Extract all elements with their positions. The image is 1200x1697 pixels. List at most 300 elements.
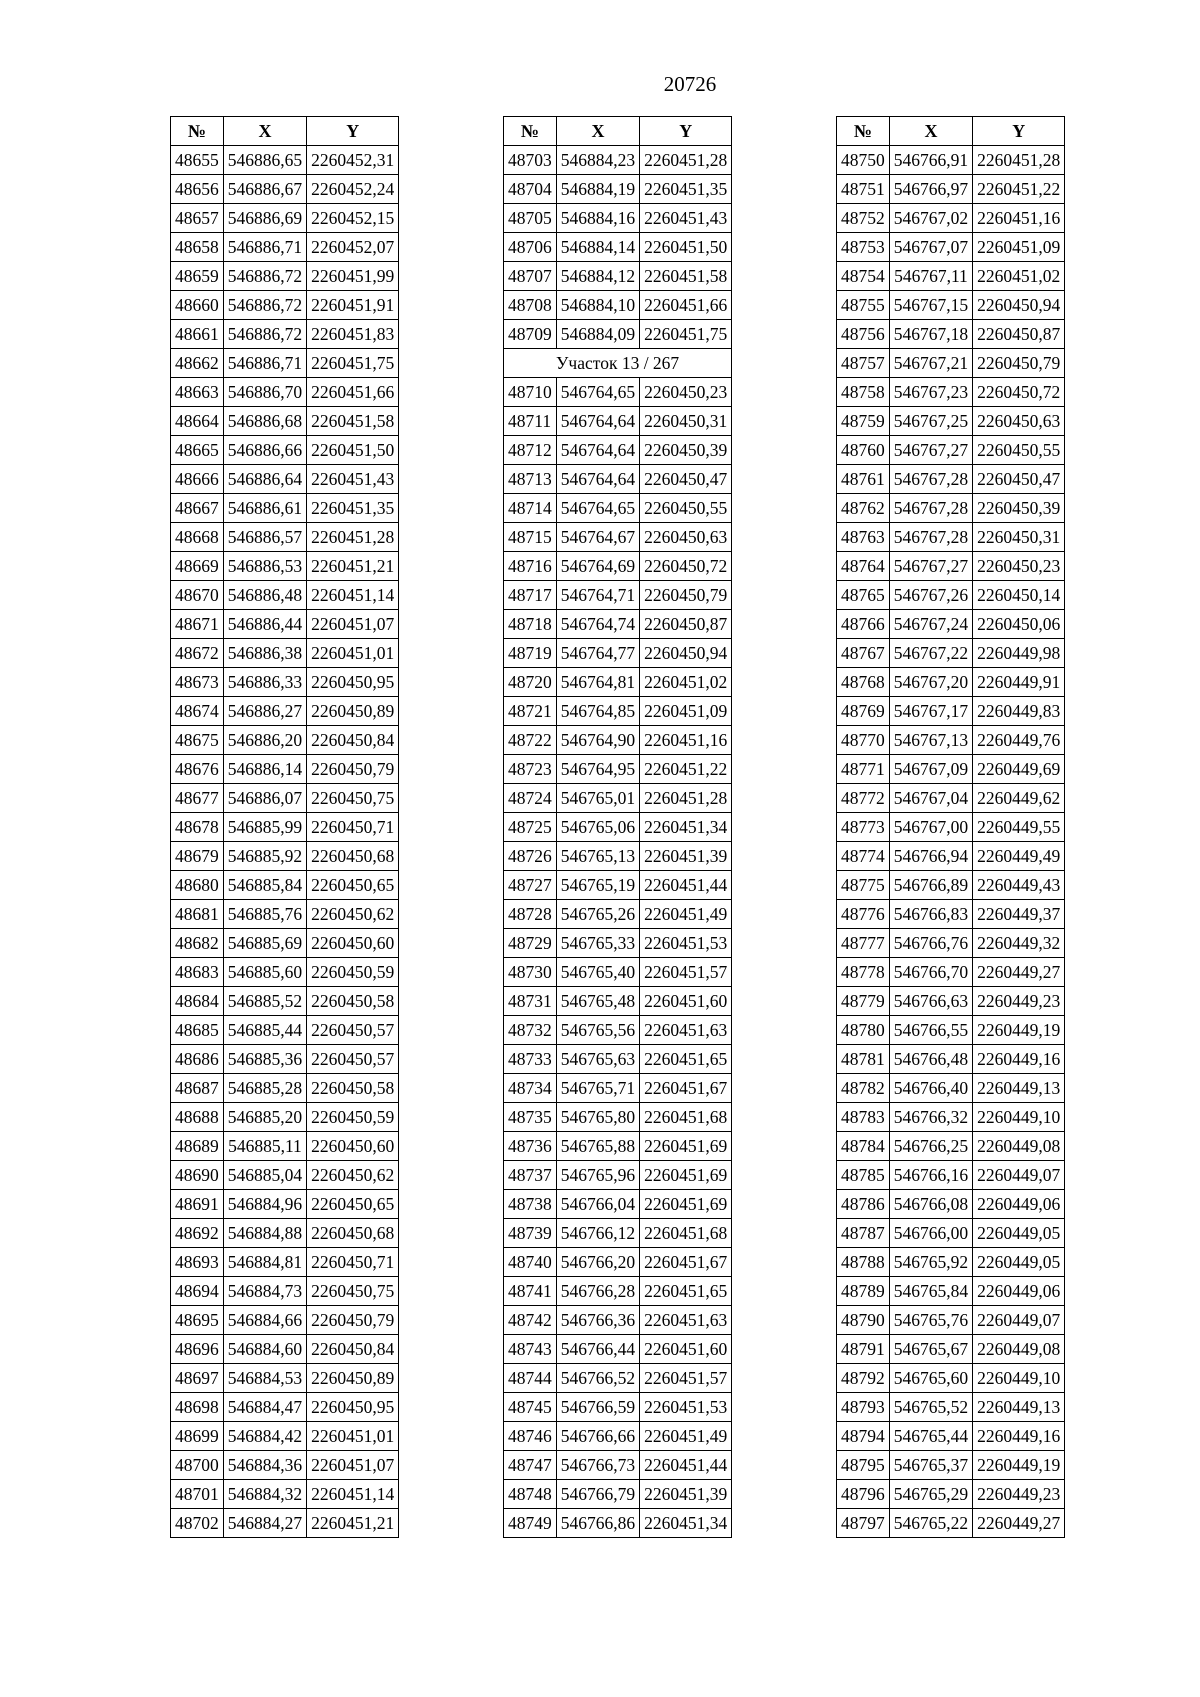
y-coordinate-cell: 2260451,02 — [973, 262, 1065, 291]
y-coordinate-cell: 2260450,39 — [973, 494, 1065, 523]
y-coordinate-cell: 2260449,08 — [973, 1335, 1065, 1364]
y-coordinate-cell: 2260451,63 — [640, 1306, 732, 1335]
point-number-cell: 48714 — [504, 494, 557, 523]
y-coordinate-cell: 2260450,95 — [307, 668, 399, 697]
table-row — [171, 465, 399, 494]
x-coordinate-cell: 546764,64 — [556, 465, 639, 494]
x-coordinate-cell: 546886,14 — [223, 755, 306, 784]
table-row — [837, 842, 1065, 871]
header-number: № — [837, 117, 890, 146]
x-coordinate-cell: 546765,67 — [889, 1335, 972, 1364]
y-coordinate-cell: 2260451,01 — [307, 639, 399, 668]
y-coordinate-cell: 2260450,55 — [640, 494, 732, 523]
table-row — [837, 465, 1065, 494]
point-number-cell: 48771 — [837, 755, 890, 784]
point-number-cell: 48665 — [171, 436, 224, 465]
point-number-cell: 48675 — [171, 726, 224, 755]
x-coordinate-cell: 546886,72 — [223, 291, 306, 320]
table-header-row — [171, 117, 399, 146]
table-row — [504, 175, 732, 204]
y-coordinate-cell: 2260450,14 — [973, 581, 1065, 610]
point-number-cell: 48783 — [837, 1103, 890, 1132]
table-row — [171, 842, 399, 871]
header-x: X — [556, 117, 639, 146]
point-number-cell: 48724 — [504, 784, 557, 813]
point-number-cell: 48756 — [837, 320, 890, 349]
x-coordinate-cell: 546765,01 — [556, 784, 639, 813]
point-number-cell: 48720 — [504, 668, 557, 697]
x-coordinate-cell: 546885,69 — [223, 929, 306, 958]
point-number-cell: 48788 — [837, 1248, 890, 1277]
point-number-cell: 48785 — [837, 1161, 890, 1190]
x-coordinate-cell: 546765,40 — [556, 958, 639, 987]
x-coordinate-cell: 546765,29 — [889, 1480, 972, 1509]
y-coordinate-cell: 2260451,58 — [640, 262, 732, 291]
y-coordinate-cell: 2260449,55 — [973, 813, 1065, 842]
x-coordinate-cell: 546764,64 — [556, 407, 639, 436]
point-number-cell: 48781 — [837, 1045, 890, 1074]
table-row — [504, 784, 732, 813]
point-number-cell: 48696 — [171, 1335, 224, 1364]
table-row — [837, 204, 1065, 233]
table-row — [504, 871, 732, 900]
x-coordinate-cell: 546885,84 — [223, 871, 306, 900]
point-number-cell: 48713 — [504, 465, 557, 494]
y-coordinate-cell: 2260451,14 — [307, 1480, 399, 1509]
y-coordinate-cell: 2260451,65 — [640, 1277, 732, 1306]
point-number-cell: 48770 — [837, 726, 890, 755]
point-number-cell: 48678 — [171, 813, 224, 842]
y-coordinate-cell: 2260449,62 — [973, 784, 1065, 813]
table-row — [504, 726, 732, 755]
y-coordinate-cell: 2260450,60 — [307, 1132, 399, 1161]
x-coordinate-cell: 546884,12 — [556, 262, 639, 291]
table-row — [171, 697, 399, 726]
y-coordinate-cell: 2260451,67 — [640, 1248, 732, 1277]
table-row — [837, 320, 1065, 349]
table-row — [504, 552, 732, 581]
point-number-cell: 48708 — [504, 291, 557, 320]
table-row — [171, 204, 399, 233]
point-number-cell: 48745 — [504, 1393, 557, 1422]
point-number-cell: 48792 — [837, 1364, 890, 1393]
y-coordinate-cell: 2260451,43 — [640, 204, 732, 233]
point-number-cell: 48667 — [171, 494, 224, 523]
x-coordinate-cell: 546886,27 — [223, 697, 306, 726]
y-coordinate-cell: 2260451,22 — [640, 755, 732, 784]
point-number-cell: 48704 — [504, 175, 557, 204]
point-number-cell: 48664 — [171, 407, 224, 436]
y-coordinate-cell: 2260451,16 — [973, 204, 1065, 233]
point-number-cell: 48737 — [504, 1161, 557, 1190]
y-coordinate-cell: 2260449,43 — [973, 871, 1065, 900]
table-row — [504, 668, 732, 697]
table-row — [171, 900, 399, 929]
table-row — [171, 639, 399, 668]
y-coordinate-cell: 2260450,57 — [307, 1016, 399, 1045]
y-coordinate-cell: 2260450,59 — [307, 958, 399, 987]
point-number-cell: 48733 — [504, 1045, 557, 1074]
table-row — [171, 813, 399, 842]
table-row — [171, 349, 399, 378]
point-number-cell: 48769 — [837, 697, 890, 726]
point-number-cell: 48776 — [837, 900, 890, 929]
x-coordinate-cell: 546886,71 — [223, 233, 306, 262]
y-coordinate-cell: 2260449,27 — [973, 1509, 1065, 1538]
x-coordinate-cell: 546884,47 — [223, 1393, 306, 1422]
table-row — [504, 1190, 732, 1219]
y-coordinate-cell: 2260449,98 — [973, 639, 1065, 668]
y-coordinate-cell: 2260450,06 — [973, 610, 1065, 639]
y-coordinate-cell: 2260449,49 — [973, 842, 1065, 871]
x-coordinate-cell: 546767,28 — [889, 494, 972, 523]
table-row — [837, 175, 1065, 204]
point-number-cell: 48701 — [171, 1480, 224, 1509]
table-row — [171, 1103, 399, 1132]
x-coordinate-cell: 546886,70 — [223, 378, 306, 407]
table-row — [837, 1190, 1065, 1219]
y-coordinate-cell: 2260450,63 — [973, 407, 1065, 436]
table-row — [837, 668, 1065, 697]
x-coordinate-cell: 546765,26 — [556, 900, 639, 929]
y-coordinate-cell: 2260451,35 — [307, 494, 399, 523]
point-number-cell: 48673 — [171, 668, 224, 697]
x-coordinate-cell: 546766,55 — [889, 1016, 972, 1045]
point-number-cell: 48670 — [171, 581, 224, 610]
point-number-cell: 48683 — [171, 958, 224, 987]
point-number-cell: 48787 — [837, 1219, 890, 1248]
table-row — [504, 581, 732, 610]
y-coordinate-cell: 2260449,07 — [973, 1161, 1065, 1190]
table-row — [171, 233, 399, 262]
x-coordinate-cell: 546764,67 — [556, 523, 639, 552]
y-coordinate-cell: 2260450,72 — [973, 378, 1065, 407]
point-number-cell: 48722 — [504, 726, 557, 755]
table-row — [837, 1103, 1065, 1132]
y-coordinate-cell: 2260450,95 — [307, 1393, 399, 1422]
table-row — [504, 320, 732, 349]
y-coordinate-cell: 2260451,68 — [640, 1103, 732, 1132]
y-coordinate-cell: 2260451,21 — [307, 552, 399, 581]
table-row — [504, 1393, 732, 1422]
table-row — [504, 1422, 732, 1451]
table-row — [171, 320, 399, 349]
y-coordinate-cell: 2260450,58 — [307, 1074, 399, 1103]
x-coordinate-cell: 546765,52 — [889, 1393, 972, 1422]
x-coordinate-cell: 546766,83 — [889, 900, 972, 929]
point-number-cell: 48717 — [504, 581, 557, 610]
x-coordinate-cell: 546885,76 — [223, 900, 306, 929]
table-row — [171, 1422, 399, 1451]
x-coordinate-cell: 546767,23 — [889, 378, 972, 407]
header-y: Y — [973, 117, 1065, 146]
x-coordinate-cell: 546767,28 — [889, 523, 972, 552]
x-coordinate-cell: 546885,04 — [223, 1161, 306, 1190]
point-number-cell: 48793 — [837, 1393, 890, 1422]
table-row — [504, 262, 732, 291]
point-number-cell: 48754 — [837, 262, 890, 291]
point-number-cell: 48656 — [171, 175, 224, 204]
point-number-cell: 48789 — [837, 1277, 890, 1306]
table-row — [504, 1074, 732, 1103]
point-number-cell: 48736 — [504, 1132, 557, 1161]
table-row — [837, 639, 1065, 668]
table-row — [504, 407, 732, 436]
point-number-cell: 48672 — [171, 639, 224, 668]
y-coordinate-cell: 2260451,49 — [640, 1422, 732, 1451]
point-number-cell: 48698 — [171, 1393, 224, 1422]
x-coordinate-cell: 546765,63 — [556, 1045, 639, 1074]
y-coordinate-cell: 2260449,32 — [973, 929, 1065, 958]
y-coordinate-cell: 2260449,08 — [973, 1132, 1065, 1161]
x-coordinate-cell: 546766,97 — [889, 175, 972, 204]
x-coordinate-cell: 546766,12 — [556, 1219, 639, 1248]
x-coordinate-cell: 546767,27 — [889, 552, 972, 581]
x-coordinate-cell: 546766,76 — [889, 929, 972, 958]
x-coordinate-cell: 546884,81 — [223, 1248, 306, 1277]
point-number-cell: 48721 — [504, 697, 557, 726]
table-row — [171, 1016, 399, 1045]
point-number-cell: 48753 — [837, 233, 890, 262]
y-coordinate-cell: 2260449,13 — [973, 1074, 1065, 1103]
y-coordinate-cell: 2260450,47 — [973, 465, 1065, 494]
point-number-cell: 48734 — [504, 1074, 557, 1103]
table-row — [504, 1509, 732, 1538]
y-coordinate-cell: 2260449,37 — [973, 900, 1065, 929]
point-number-cell: 48791 — [837, 1335, 890, 1364]
x-coordinate-cell: 546885,44 — [223, 1016, 306, 1045]
x-coordinate-cell: 546884,16 — [556, 204, 639, 233]
table-row — [171, 1132, 399, 1161]
x-coordinate-cell: 546766,44 — [556, 1335, 639, 1364]
point-number-cell: 48693 — [171, 1248, 224, 1277]
table-row — [837, 1132, 1065, 1161]
x-coordinate-cell: 546884,10 — [556, 291, 639, 320]
y-coordinate-cell: 2260450,94 — [973, 291, 1065, 320]
table-row — [171, 146, 399, 175]
table-row — [504, 900, 732, 929]
y-coordinate-cell: 2260450,23 — [640, 378, 732, 407]
y-coordinate-cell: 2260450,63 — [640, 523, 732, 552]
y-coordinate-cell: 2260451,50 — [640, 233, 732, 262]
x-coordinate-cell: 546765,92 — [889, 1248, 972, 1277]
x-coordinate-cell: 546884,27 — [223, 1509, 306, 1538]
x-coordinate-cell: 546884,53 — [223, 1364, 306, 1393]
table-row — [171, 871, 399, 900]
y-coordinate-cell: 2260451,68 — [640, 1219, 732, 1248]
y-coordinate-cell: 2260450,84 — [307, 1335, 399, 1364]
point-number-cell: 48674 — [171, 697, 224, 726]
point-number-cell: 48688 — [171, 1103, 224, 1132]
point-number-cell: 48739 — [504, 1219, 557, 1248]
x-coordinate-cell: 546767,15 — [889, 291, 972, 320]
x-coordinate-cell: 546766,36 — [556, 1306, 639, 1335]
x-coordinate-cell: 546886,66 — [223, 436, 306, 465]
table-row — [837, 784, 1065, 813]
y-coordinate-cell: 2260451,66 — [307, 378, 399, 407]
x-coordinate-cell: 546766,16 — [889, 1161, 972, 1190]
section-row — [504, 349, 732, 378]
y-coordinate-cell: 2260451,58 — [307, 407, 399, 436]
x-coordinate-cell: 546765,88 — [556, 1132, 639, 1161]
y-coordinate-cell: 2260450,79 — [640, 581, 732, 610]
coordinate-table — [170, 116, 399, 1538]
x-coordinate-cell: 546767,13 — [889, 726, 972, 755]
point-number-cell: 48778 — [837, 958, 890, 987]
point-number-cell: 48763 — [837, 523, 890, 552]
point-number-cell: 48764 — [837, 552, 890, 581]
table-row — [171, 378, 399, 407]
x-coordinate-cell: 546764,85 — [556, 697, 639, 726]
table-row — [171, 581, 399, 610]
point-number-cell: 48797 — [837, 1509, 890, 1538]
table-row — [504, 523, 732, 552]
table-row — [171, 726, 399, 755]
point-number-cell: 48659 — [171, 262, 224, 291]
y-coordinate-cell: 2260451,53 — [640, 929, 732, 958]
x-coordinate-cell: 546767,18 — [889, 320, 972, 349]
y-coordinate-cell: 2260449,06 — [973, 1277, 1065, 1306]
point-number-cell: 48795 — [837, 1451, 890, 1480]
header-x: X — [889, 117, 972, 146]
y-coordinate-cell: 2260452,15 — [307, 204, 399, 233]
point-number-cell: 48699 — [171, 1422, 224, 1451]
point-number-cell: 48748 — [504, 1480, 557, 1509]
table-row — [171, 1074, 399, 1103]
table-row — [837, 233, 1065, 262]
y-coordinate-cell: 2260450,58 — [307, 987, 399, 1016]
y-coordinate-cell: 2260451,99 — [307, 262, 399, 291]
y-coordinate-cell: 2260451,67 — [640, 1074, 732, 1103]
x-coordinate-cell: 546886,71 — [223, 349, 306, 378]
x-coordinate-cell: 546765,37 — [889, 1451, 972, 1480]
y-coordinate-cell: 2260451,28 — [640, 146, 732, 175]
point-number-cell: 48661 — [171, 320, 224, 349]
x-coordinate-cell: 546764,71 — [556, 581, 639, 610]
table-row — [837, 1335, 1065, 1364]
x-coordinate-cell: 546766,66 — [556, 1422, 639, 1451]
point-number-cell: 48716 — [504, 552, 557, 581]
table-row — [504, 1045, 732, 1074]
y-coordinate-cell: 2260449,69 — [973, 755, 1065, 784]
point-number-cell: 48743 — [504, 1335, 557, 1364]
y-coordinate-cell: 2260450,71 — [307, 1248, 399, 1277]
table-row — [504, 1306, 732, 1335]
point-number-cell: 48700 — [171, 1451, 224, 1480]
table-row — [171, 552, 399, 581]
x-coordinate-cell: 546886,53 — [223, 552, 306, 581]
table-row — [837, 262, 1065, 291]
y-coordinate-cell: 2260449,10 — [973, 1103, 1065, 1132]
table-row — [504, 755, 732, 784]
table-row — [171, 1161, 399, 1190]
point-number-cell: 48725 — [504, 813, 557, 842]
y-coordinate-cell: 2260451,09 — [973, 233, 1065, 262]
point-number-cell: 48727 — [504, 871, 557, 900]
table-row — [837, 494, 1065, 523]
y-coordinate-cell: 2260449,16 — [973, 1045, 1065, 1074]
table-row — [171, 407, 399, 436]
x-coordinate-cell: 546766,52 — [556, 1364, 639, 1393]
point-number-cell: 48681 — [171, 900, 224, 929]
table-row — [171, 1045, 399, 1074]
table-row — [171, 668, 399, 697]
y-coordinate-cell: 2260449,23 — [973, 987, 1065, 1016]
point-number-cell: 48773 — [837, 813, 890, 842]
table-row — [504, 1335, 732, 1364]
x-coordinate-cell: 546766,04 — [556, 1190, 639, 1219]
table-row — [171, 436, 399, 465]
y-coordinate-cell: 2260451,28 — [307, 523, 399, 552]
y-coordinate-cell: 2260450,87 — [973, 320, 1065, 349]
table-row — [837, 1422, 1065, 1451]
x-coordinate-cell: 546764,95 — [556, 755, 639, 784]
point-number-cell: 48777 — [837, 929, 890, 958]
point-number-cell: 48768 — [837, 668, 890, 697]
table-row — [504, 1277, 732, 1306]
y-coordinate-cell: 2260451,21 — [307, 1509, 399, 1538]
y-coordinate-cell: 2260449,07 — [973, 1306, 1065, 1335]
x-coordinate-cell: 546766,20 — [556, 1248, 639, 1277]
x-coordinate-cell: 546886,07 — [223, 784, 306, 813]
point-number-cell: 48738 — [504, 1190, 557, 1219]
point-number-cell: 48750 — [837, 146, 890, 175]
point-number-cell: 48677 — [171, 784, 224, 813]
table-row — [837, 1074, 1065, 1103]
y-coordinate-cell: 2260452,31 — [307, 146, 399, 175]
table-row — [171, 1393, 399, 1422]
x-coordinate-cell: 546885,99 — [223, 813, 306, 842]
y-coordinate-cell: 2260451,02 — [640, 668, 732, 697]
table-row — [504, 291, 732, 320]
x-coordinate-cell: 546886,72 — [223, 320, 306, 349]
point-number-cell: 48752 — [837, 204, 890, 233]
table-row — [504, 697, 732, 726]
y-coordinate-cell: 2260449,19 — [973, 1016, 1065, 1045]
x-coordinate-cell: 546884,23 — [556, 146, 639, 175]
point-number-cell: 48671 — [171, 610, 224, 639]
x-coordinate-cell: 546764,65 — [556, 378, 639, 407]
y-coordinate-cell: 2260450,55 — [973, 436, 1065, 465]
x-coordinate-cell: 546885,36 — [223, 1045, 306, 1074]
table-row — [837, 813, 1065, 842]
point-number-cell: 48706 — [504, 233, 557, 262]
point-number-cell: 48660 — [171, 291, 224, 320]
x-coordinate-cell: 546765,84 — [889, 1277, 972, 1306]
y-coordinate-cell: 2260450,31 — [640, 407, 732, 436]
x-coordinate-cell: 546765,19 — [556, 871, 639, 900]
table-row — [171, 175, 399, 204]
x-coordinate-cell: 546767,24 — [889, 610, 972, 639]
point-number-cell: 48730 — [504, 958, 557, 987]
point-number-cell: 48751 — [837, 175, 890, 204]
y-coordinate-cell: 2260449,16 — [973, 1422, 1065, 1451]
y-coordinate-cell: 2260450,31 — [973, 523, 1065, 552]
point-number-cell: 48728 — [504, 900, 557, 929]
y-coordinate-cell: 2260450,23 — [973, 552, 1065, 581]
y-coordinate-cell: 2260450,47 — [640, 465, 732, 494]
table-row — [837, 146, 1065, 175]
x-coordinate-cell: 546885,20 — [223, 1103, 306, 1132]
table-row — [504, 929, 732, 958]
y-coordinate-cell: 2260450,59 — [307, 1103, 399, 1132]
point-number-cell: 48761 — [837, 465, 890, 494]
y-coordinate-cell: 2260449,27 — [973, 958, 1065, 987]
table-row — [171, 1248, 399, 1277]
point-number-cell: 48775 — [837, 871, 890, 900]
x-coordinate-cell: 546767,02 — [889, 204, 972, 233]
table-row — [837, 1161, 1065, 1190]
